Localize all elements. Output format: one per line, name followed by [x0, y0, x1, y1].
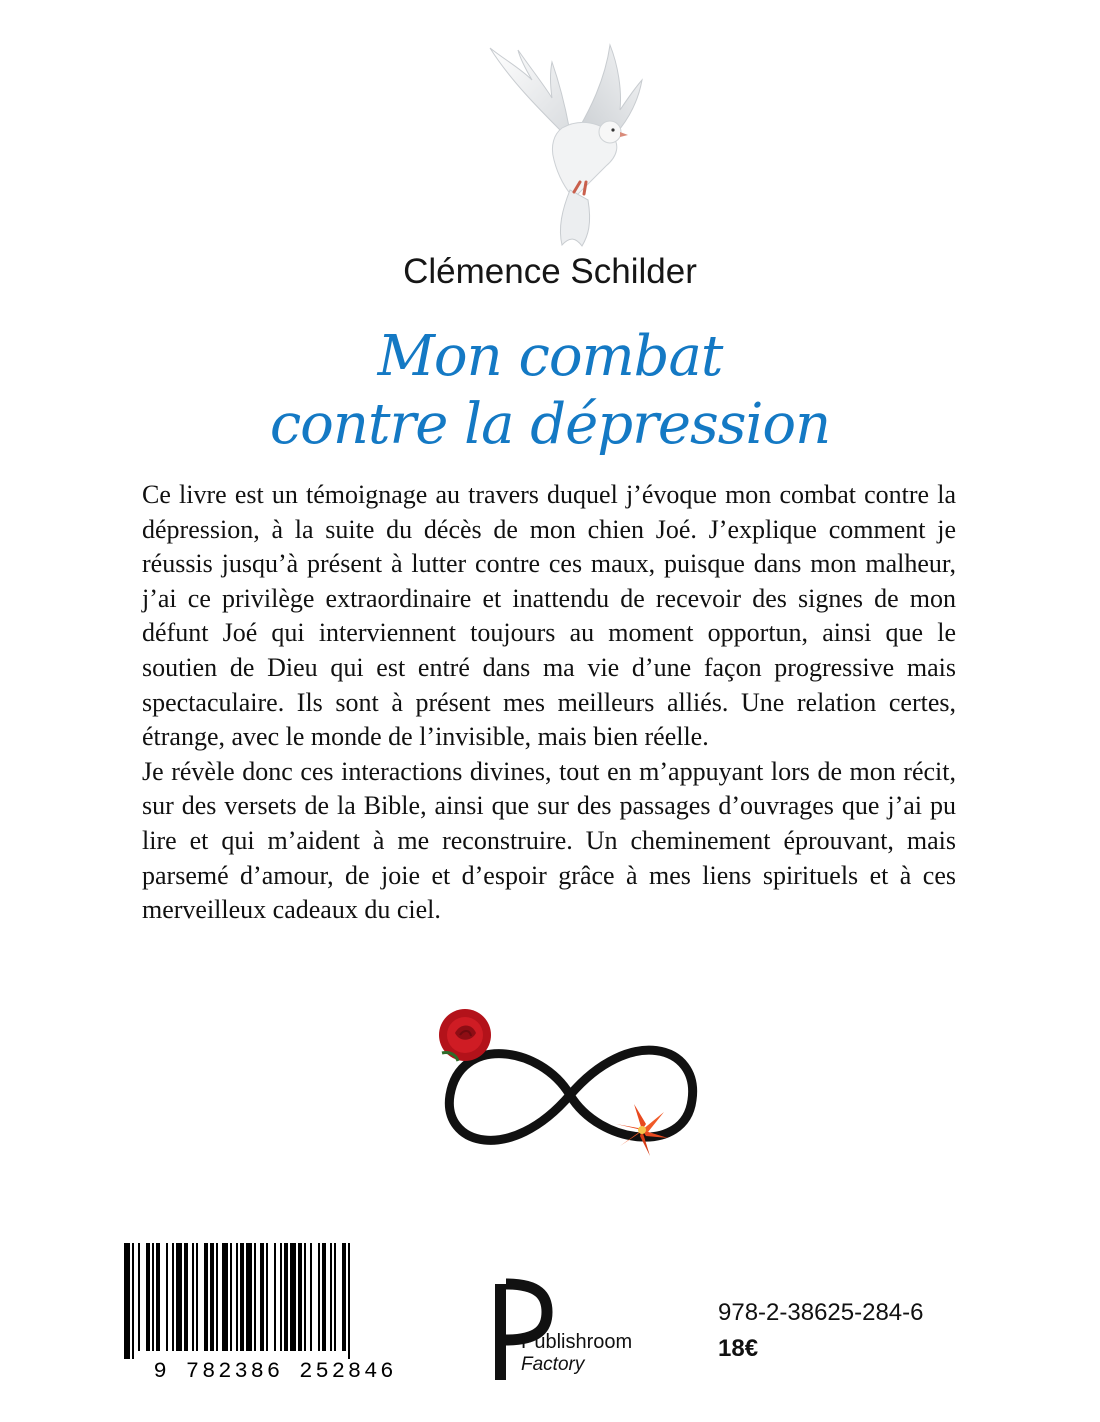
book-title-line-1: Mon combat — [377, 324, 723, 389]
barcode-bar — [204, 1243, 208, 1351]
barcode-bar — [246, 1243, 252, 1351]
publisher-logo — [495, 1278, 655, 1393]
barcode-bar — [334, 1243, 336, 1351]
barcode-bar — [266, 1243, 268, 1351]
barcode-bar — [310, 1243, 312, 1351]
barcode-bar — [210, 1243, 214, 1351]
barcode-bar — [236, 1243, 238, 1351]
barcode-bar — [156, 1243, 160, 1351]
publisher-name: Publishroom — [521, 1331, 633, 1353]
barcode-bar — [216, 1243, 218, 1351]
synopsis-paragraph-2: Je révèle donc ces interactions divines, tout en m’appuyant lors de mon récit, sur des versets de la Bible, ainsi que sur des passages d’ouvrages que j’ai pu lire et qui m’aident à me reconstruire. Un cheminement éprouvant, mais parsemé d’amour, de joie et d’espoir grâce à mes liens spirituels et à ces merveilleux cadeaux du ciel. — [142, 756, 956, 925]
barcode-bar — [304, 1243, 306, 1351]
barcode-bar — [254, 1243, 256, 1351]
barcode-bar — [342, 1243, 346, 1351]
barcode-bar — [330, 1243, 332, 1351]
barcode-bar — [166, 1243, 168, 1351]
barcode-bar — [222, 1243, 228, 1351]
author-name: Clémence Schilder — [403, 252, 697, 291]
barcode-bar — [184, 1243, 188, 1351]
infinity-roses-icon — [420, 1005, 720, 1180]
barcode-bar — [280, 1243, 282, 1351]
barcode-bar — [138, 1243, 140, 1351]
barcode-bar — [240, 1243, 244, 1351]
synopsis-paragraph-1: Ce livre est un témoignage au travers duquel j’évoque mon combat contre la dépression, à la suite du décès de mon chien Joé. J’explique comment je réussis jusqu’à présent à lutter contre ces maux, puisque dans mon malheur, j’ai ce privilège extraordinaire et inattendu de recevoir des signes de mon défunt Joé qui interviennent toujours au moment opportun, ainsi que le soutien de Dieu qui est entré dans ma vie d’une façon progressive mais spectaculaire. Ils sont à présent mes meilleurs alliés. Une relation certes, étrange, avec le monde de l’invisible, mais bien réelle. — [142, 480, 956, 752]
price: 18€ — [718, 1335, 759, 1362]
synopsis — [142, 478, 956, 928]
barcode-bar — [146, 1243, 150, 1351]
barcode-bar — [260, 1243, 264, 1351]
barcode-bar — [298, 1243, 302, 1351]
barcode-bar — [290, 1243, 296, 1351]
barcode-bar — [230, 1243, 232, 1351]
barcode-bar — [318, 1243, 320, 1351]
barcode-bar — [274, 1243, 276, 1351]
rose-icon — [439, 1009, 491, 1061]
barcode — [120, 1243, 430, 1383]
dove-icon — [470, 40, 670, 250]
barcode-bar — [192, 1243, 194, 1351]
book-title-line-2: contre la dépression — [269, 392, 831, 457]
barcode-bar — [176, 1243, 182, 1351]
barcode-bar — [322, 1243, 326, 1351]
barcode-bar — [196, 1243, 198, 1351]
barcode-bar — [284, 1243, 288, 1351]
isbn-number: 978-2-38625-284-6 — [718, 1299, 924, 1326]
barcode-digits: 9 782386 252846 — [153, 1359, 397, 1383]
barcode-bar — [348, 1243, 350, 1359]
barcode-bar — [124, 1243, 130, 1359]
publisher-subname: Factory — [521, 1354, 585, 1375]
barcode-bar — [132, 1243, 134, 1359]
barcode-bar — [172, 1243, 174, 1351]
barcode-bar — [152, 1243, 154, 1351]
